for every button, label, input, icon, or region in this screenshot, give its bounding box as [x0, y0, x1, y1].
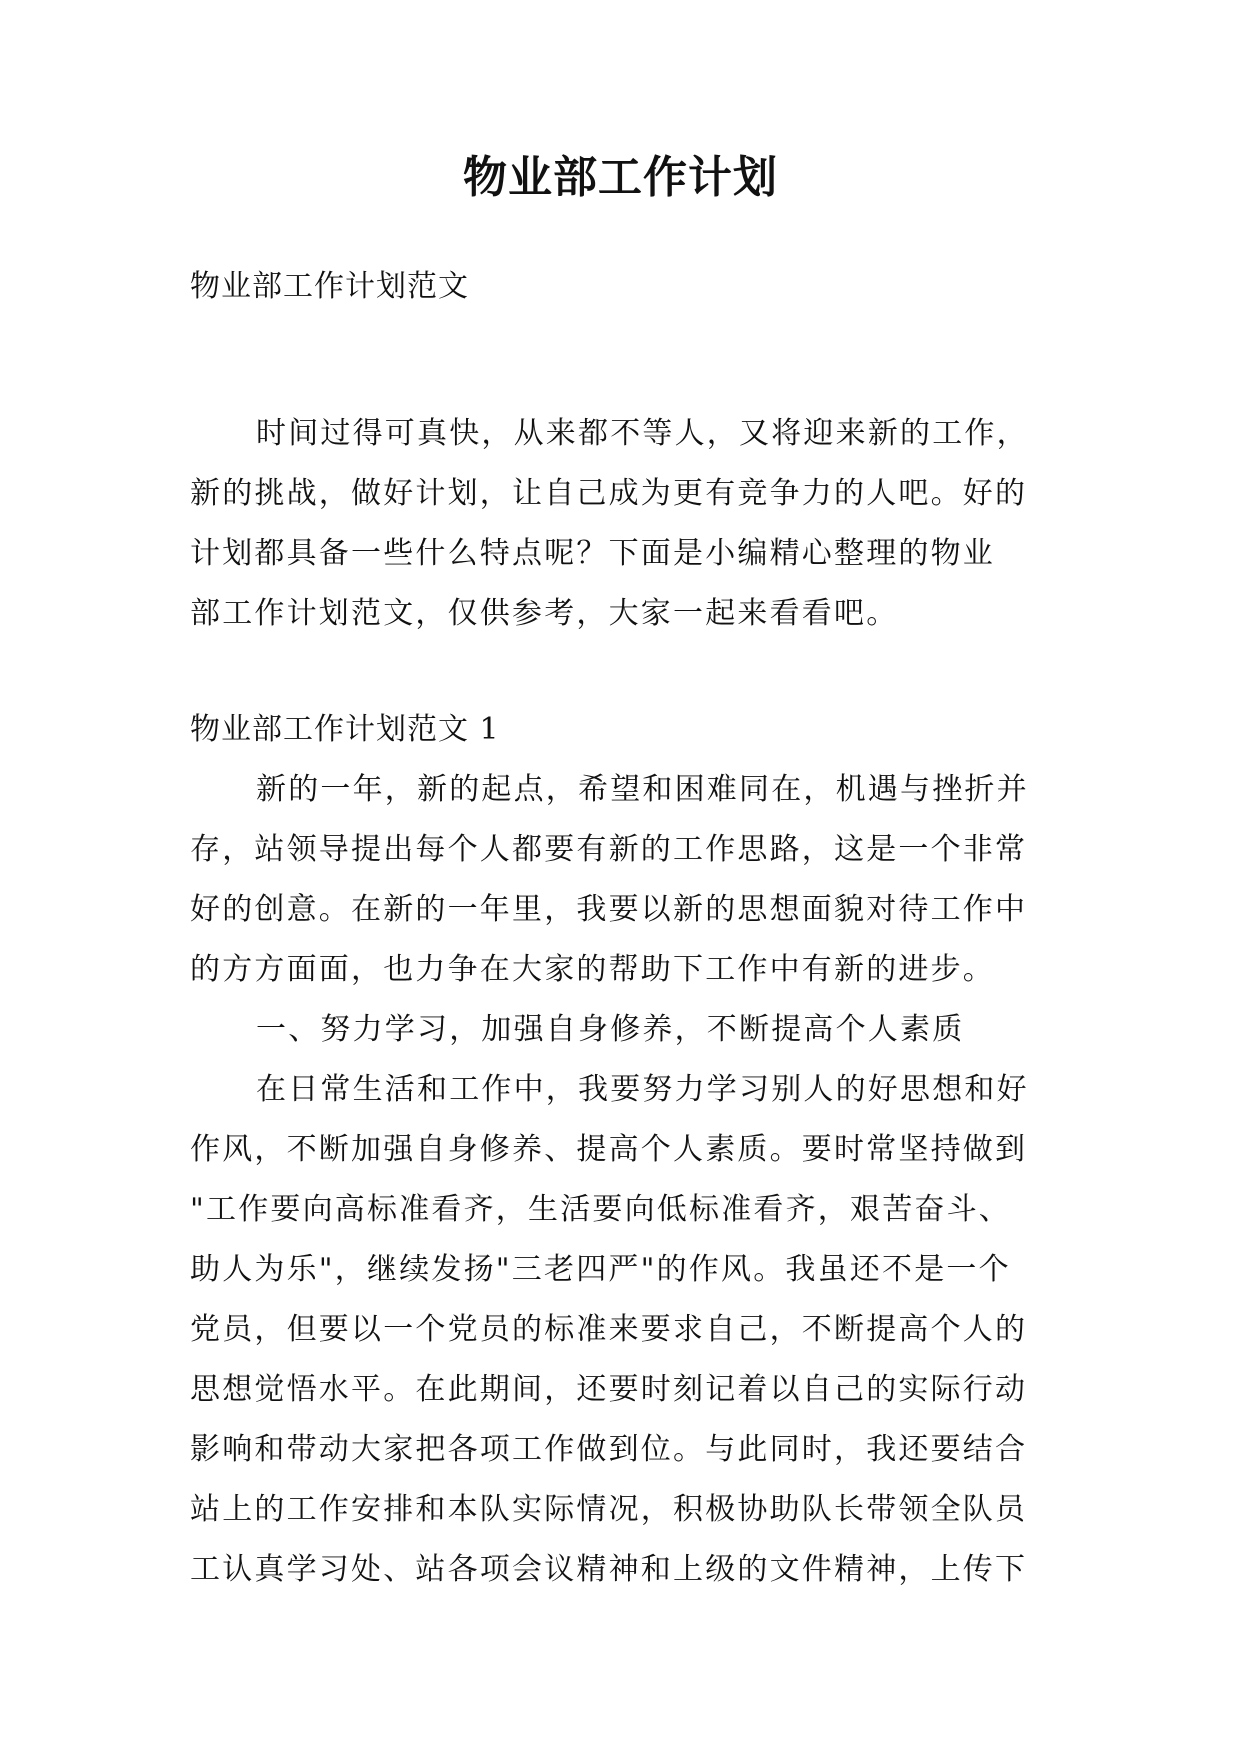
intro-line: 部工作计划范文，仅供参考，大家一起来看看吧。	[190, 596, 899, 631]
body-line: 作风，不断加强自身修养、提高个人素质。要时常坚持做到	[190, 1132, 1028, 1167]
body-line: 在日常生活和工作中，我要努力学习别人的好思想和好	[256, 1072, 1029, 1107]
document-subtitle: 物业部工作计划范文	[190, 269, 469, 304]
body-line: 存，站领导提出每个人都要有新的工作思路，这是一个非常	[190, 832, 1028, 867]
body-line: 影响和带动大家把各项工作做到位。与此同时，我还要结合	[190, 1432, 1028, 1467]
body-line: 新的一年，新的起点，希望和困难同在，机遇与挫折并	[256, 772, 1029, 807]
intro-line: 计划都具备一些什么特点呢？下面是小编精心整理的物业	[190, 536, 995, 571]
body-line: 好的创意。在新的一年里，我要以新的思想面貌对待工作中	[190, 892, 1028, 927]
body-line: 站上的工作安排和本队实际情况，积极协助队长带领全队员	[190, 1492, 1028, 1527]
body-line: 党员，但要以一个党员的标准来要求自己，不断提高个人的	[190, 1312, 1028, 1347]
intro-line: 新的挑战，做好计划，让自己成为更有竞争力的人吧。好的	[190, 476, 1028, 511]
body-line: 的方方面面，也力争在大家的帮助下工作中有新的进步。	[190, 952, 995, 987]
body-line: 助人为乐"，继续发扬"三老四严"的作风。我虽还不是一个	[190, 1252, 1011, 1287]
section-heading: 物业部工作计划范文 1	[190, 712, 500, 747]
body-line: "工作要向高标准看齐，生活要向低标准看齐，艰苦奋斗、	[190, 1192, 1011, 1227]
intro-line: 时间过得可真快，从来都不等人，又将迎来新的工作，	[256, 416, 1029, 451]
section-body	[190, 760, 1070, 1600]
body-line: 思想觉悟水平。在此期间，还要时刻记着以自己的实际行动	[190, 1372, 1028, 1407]
intro-paragraph	[190, 404, 1070, 644]
body-line: 工认真学习处、站各项会议精神和上级的文件精神，上传下	[190, 1552, 1028, 1587]
document-title: 物业部工作计划	[463, 152, 778, 203]
body-subheading: 一、努力学习，加强自身修养，不断提高个人素质	[256, 1012, 965, 1047]
